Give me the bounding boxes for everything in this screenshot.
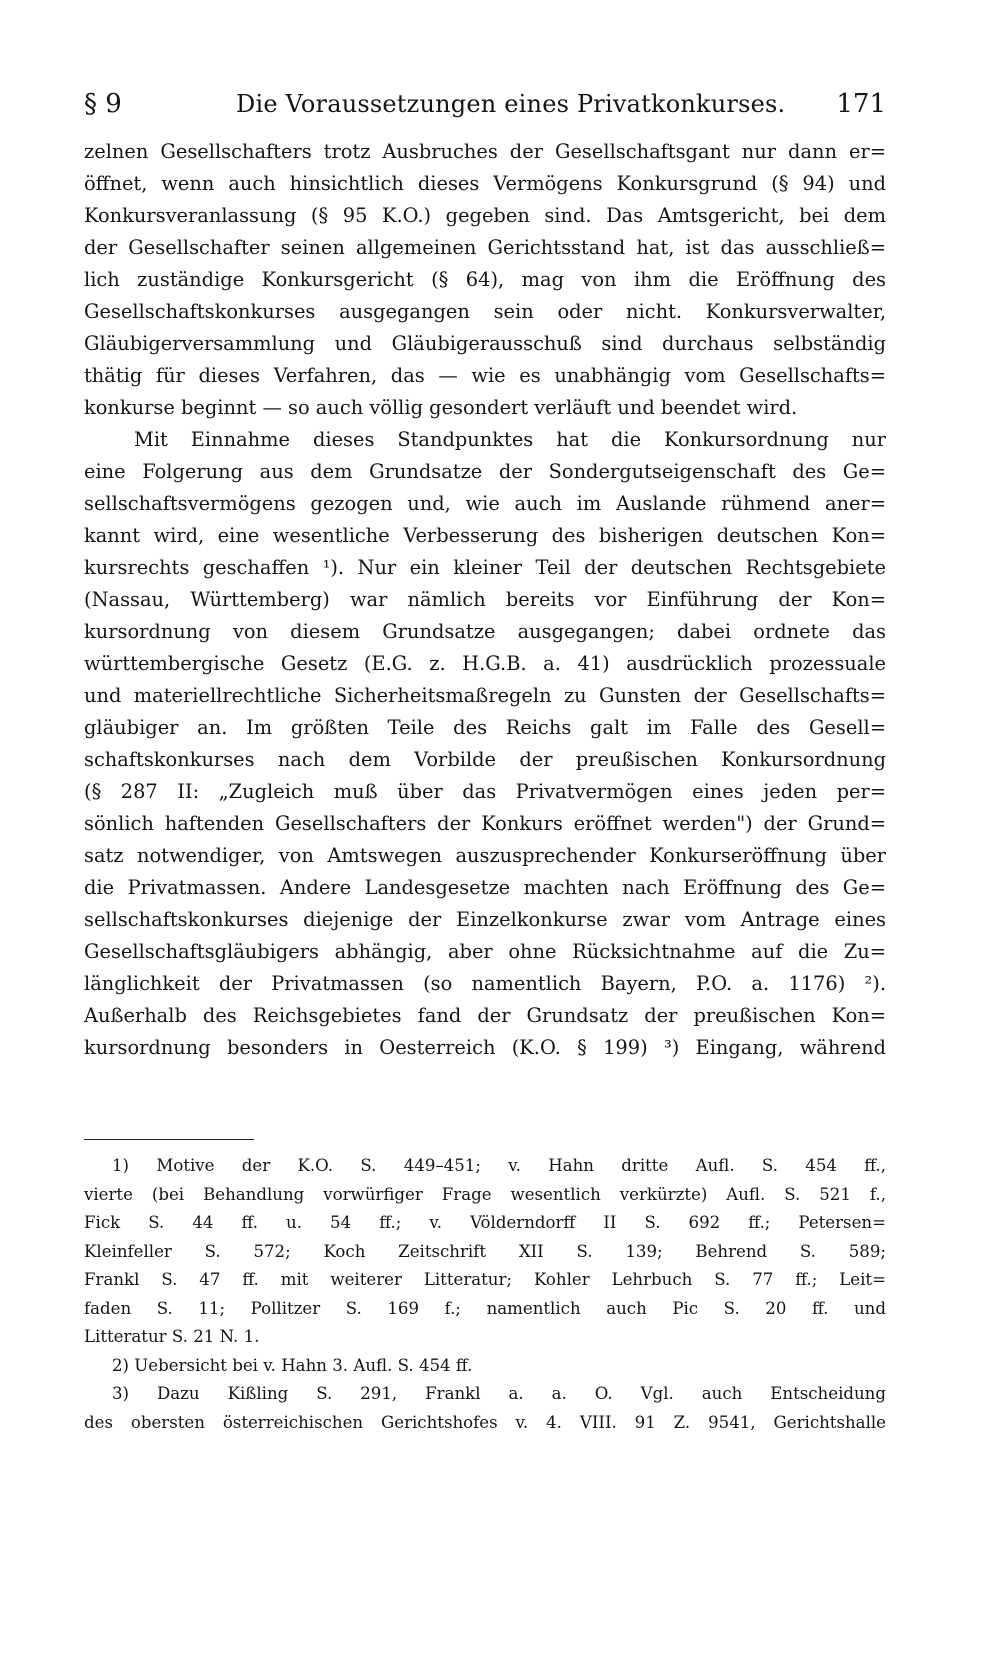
text-line: lich zuständige Konkursgericht (§ 64), mag von ihm die Eröffnung des [84,268,886,291]
text-line: kursordnung besonders in Oesterreich (K.O. § 199) ³) Eingang, während [84,1036,886,1059]
footnote-line: faden S. 11; Pollitzer S. 169 f.; namentlich auch Pic S. 20 ff. und [84,1298,886,1318]
text-line: sönlich haftenden Gesellschafters der Konkurs eröffnet werden") der Grund= [84,812,886,835]
text-line: kannt wird, eine wesentliche Verbesserung des bisherigen deutschen Kon= [84,524,886,547]
section-number: § 9 [84,89,122,119]
text-line: (Nassau, Württemberg) war nämlich bereits vor Einführung der Kon= [84,588,886,611]
text-line: öffnet, wenn auch hinsichtlich dieses Vermögens Konkursgrund (§ 94) und [84,172,886,195]
text-line: sellschaftsvermögens gezogen und, wie auch im Auslande rühmend aner= [84,492,886,515]
footnote-line: Kleinfeller S. 572; Koch Zeitschrift XII S. 139; Behrend S. 589; [84,1241,886,1261]
text-line: Gläubigerversammlung und Gläubigerausschuß sind durchaus selbständig [84,332,886,355]
running-title: Die Voraussetzungen eines Privatkonkurses. [236,90,786,118]
text-line: (§ 287 II: „Zugleich muß über das Privatvermögen eines jeden per= [84,780,886,803]
footnote-line: 2) Uebersicht bei v. Hahn 3. Aufl. S. 454 ff. [112,1355,473,1375]
page-header [84,82,886,126]
footnote-line: des obersten österreichischen Gerichtshofes v. 4. VIII. 91 Z. 9541, Gerichtshalle [84,1412,886,1432]
footnote-line: vierte (bei Behandlung vorwürfiger Frage wesentlich verkürzte) Aufl. S. 521 f., [84,1184,886,1204]
footnote-line: Frankl S. 47 ff. mit weiterer Litteratur; Kohler Lehrbuch S. 77 ff.; Leit= [84,1270,886,1289]
footnotes [84,1152,886,1437]
text-line: Gesellschaftsgläubigers abhängig, aber ohne Rücksichtnahme auf die Zu= [84,940,886,963]
text-line: Mit Einnahme dieses Standpunktes hat die Konkursordnung nur [134,428,886,451]
text-line: satz notwendiger, von Amtswegen auszusprechender Konkurseröffnung über [84,844,886,867]
text-line: kursordnung von diesem Grundsatze ausgegangen; dabei ordnete das [84,620,886,643]
text-line: der Gesellschafter seinen allgemeinen Gerichtsstand hat, ist das ausschließ= [84,236,886,259]
footnote-line: Fick S. 44 ff. u. 54 ff.; v. Völderndorff II S. 692 ff.; Petersen= [84,1213,886,1232]
text-line: länglichkeit der Privatmassen (so namentlich Bayern, P.O. a. 1176) ²). [84,972,886,995]
text-line: eine Folgerung aus dem Grundsatze der Sondergutseigenschaft des Ge= [84,460,886,483]
text-line: Außerhalb des Reichsgebietes fand der Grundsatz der preußischen Kon= [84,1004,886,1027]
footnote-line: 3) Dazu Kißling S. 291, Frankl a. a. O. Vgl. auch Entscheidung [112,1384,886,1403]
text-line: zelnen Gesellschafters trotz Ausbruches der Gesellschaftsgant nur dann er= [84,140,886,163]
text-line: schaftskonkurses nach dem Vorbilde der preußischen Konkursordnung [84,748,886,771]
main-text [84,136,886,1064]
text-line: gläubiger an. Im größten Teile des Reichs galt im Falle des Gesell= [84,716,886,739]
text-line: sellschaftskonkurses diejenige der Einzelkonkurse zwar vom Antrage eines [84,908,886,931]
text-line: konkurse beginnt — so auch völlig gesondert verläuft und beendet wird. [84,396,798,419]
footnote-line: 1) Motive der K.O. S. 449–451; v. Hahn dritte Aufl. S. 454 ff., [112,1156,886,1175]
footnote-divider [84,1139,254,1140]
text-line: die Privatmassen. Andere Landesgesetze machten nach Eröffnung des Ge= [84,876,886,899]
text-line: und materiellrechtliche Sicherheitsmaßregeln zu Gunsten der Gesellschafts= [84,684,886,707]
text-line: Konkursveranlassung (§ 95 K.O.) gegeben sind. Das Amtsgericht, bei dem [84,204,886,227]
text-line: Gesellschaftskonkurses ausgegangen sein oder nicht. Konkursverwalter, [84,300,886,323]
text-line: thätig für dieses Verfahren, das — wie es unabhängig vom Gesellschafts= [84,364,886,387]
text-line: kursrechts geschaffen ¹). Nur ein kleiner Teil der deutschen Rechtsgebiete [84,556,886,579]
footnote-line: Litteratur S. 21 N. 1. [84,1327,260,1346]
text-line: württembergische Gesetz (E.G. z. H.G.B. a. 41) ausdrücklich prozessuale [84,652,886,675]
page-number: 171 [836,89,886,119]
